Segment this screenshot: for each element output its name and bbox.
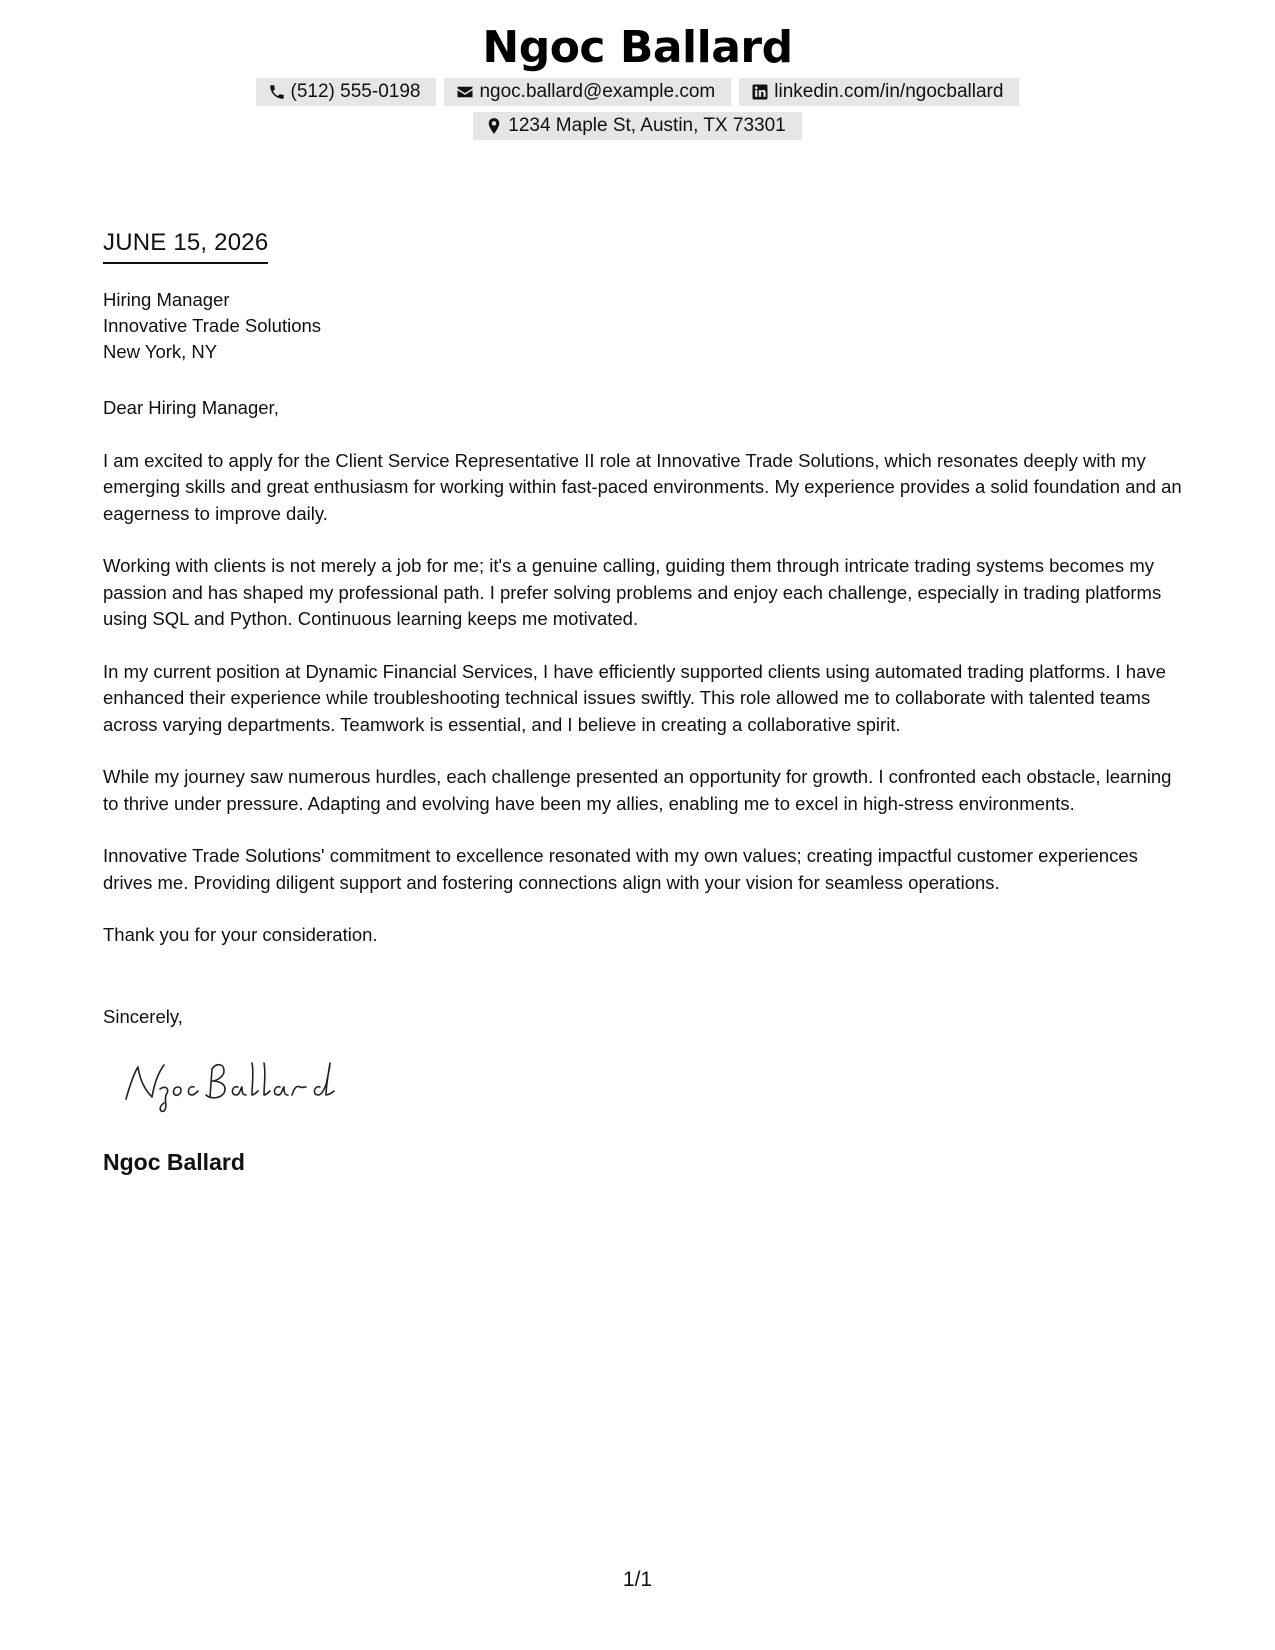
linkedin-text: linkedin.com/in/ngocballard [774, 81, 1004, 102]
contact-linkedin [739, 78, 1019, 106]
map-pin-icon [485, 117, 503, 135]
phone-icon [268, 83, 286, 101]
contact-row-primary [0, 78, 1275, 106]
address-text: 1234 Maple St, Austin, TX 73301 [508, 115, 786, 136]
letter-header [0, 20, 1275, 140]
recipient-location: New York, NY [103, 341, 218, 362]
page-number: 1/1 [622, 1568, 653, 1591]
body-paragraph: In my current position at Dynamic Financial Services, I have efficiently supported clients using automated trading platforms. I have enhanced their experience while troubleshooting technical issues swiftly. This role allowed me to collaborate with talented teams across varying departments. Teamwork is essential, and I believe in creating a collaborative spirit. [103, 660, 1166, 735]
phone-text: (512) 555-0198 [290, 81, 421, 102]
recipient-company: Innovative Trade Solutions [103, 315, 322, 336]
closing-line: Sincerely, [103, 1006, 183, 1027]
body-paragraph: While my journey saw numerous hurdles, each challenge presented an opportunity for growth. I confronted each obstacle, learning to thrive under pressure. Adapting and evolving have been my allies, enabling me to excel in high-stress environments. [103, 766, 1172, 814]
signer-name: Ngoc Ballard [103, 1149, 245, 1175]
applicant-name: Ngoc Ballard [482, 22, 793, 73]
envelope-icon [456, 83, 474, 101]
contact-phone [256, 78, 437, 106]
email-text: ngoc.ballard@example.com [479, 81, 716, 102]
handwritten-signature [120, 1055, 350, 1115]
salutation: Dear Hiring Manager, [103, 397, 279, 418]
contact-row-secondary [0, 112, 1275, 140]
thanks-line: Thank you for your consideration. [103, 924, 378, 945]
letter-date: JUNE 15, 2026 [103, 226, 268, 264]
contact-address [473, 112, 801, 140]
body-paragraph: Working with clients is not merely a job for me; it's a genuine calling, guiding them through intricate trading systems becomes my passion and has shaped my professional path. I prefer solving problems and enjoy each challenge, especially in trading platforms using SQL and Python. Continuous learning keeps me motivated. [103, 555, 1162, 629]
recipient-title: Hiring Manager [103, 289, 230, 310]
body-paragraph: I am excited to apply for the Client Service Representative II role at Innovative Trade Solutions, which resonates deeply with my emerging skills and great enthusiasm for working within fast-paced environments. My experience provides a solid foundation and an eagerness to improve daily. [103, 449, 1182, 524]
recipient-block [103, 287, 321, 365]
body-paragraph: Innovative Trade Solutions' commitment to excellence resonated with my own values; creating impactful customer experiences drives me. Providing diligent support and fostering connections align with your vision for seamless operations. [103, 845, 1138, 893]
letter-body [103, 395, 1183, 975]
contact-email [444, 78, 731, 106]
linkedin-icon [751, 83, 769, 101]
